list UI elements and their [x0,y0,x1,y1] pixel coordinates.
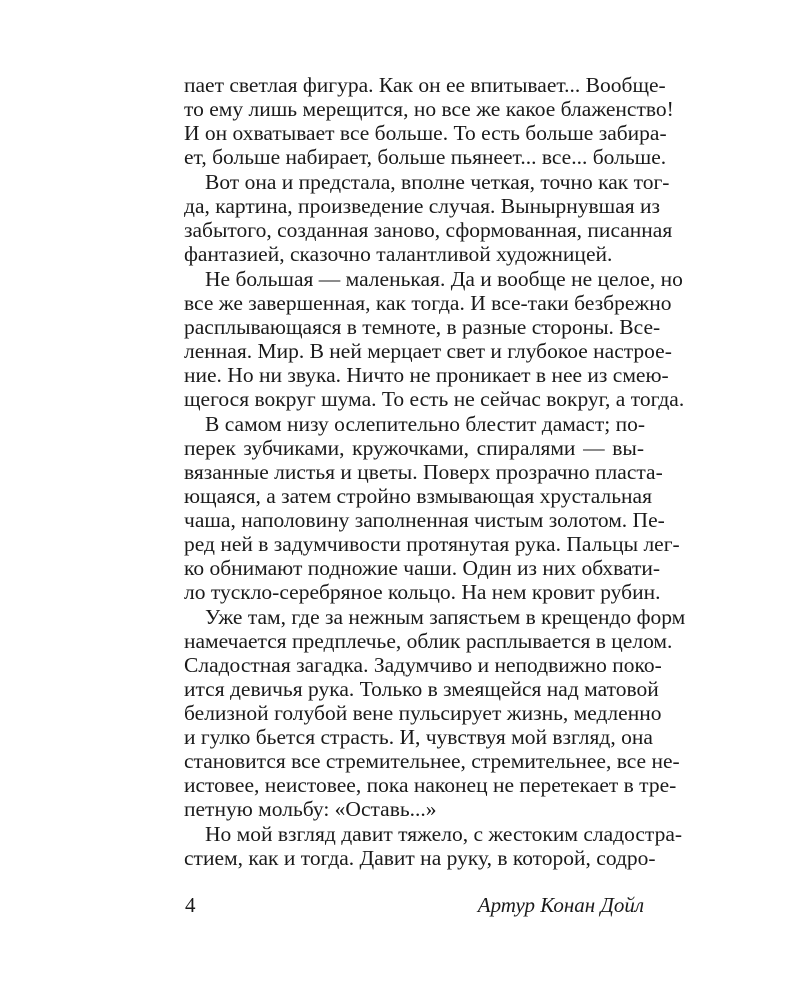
text-line: становится все стремительнее, стремительнее, все не- [184,749,680,773]
text-line: ред ней в задумчивости протянутая рука. Пальцы лег- [184,532,680,556]
text-line: ет, больше набирает, больше пьянеет... все... больше. [184,145,667,169]
text-line: петную мольбу: «Оставь...» [184,797,437,821]
text-line: белизной голубой вене пульсирует жизнь, медленно [184,701,662,725]
text-line: щегося вокруг шума. То есть не сейчас вокруг, а тогда. [184,387,685,411]
text-line: и гулко бьется страсть. И, чувствуя мой взгляд, она [184,725,653,749]
text-line: фантазией, сказочно талантливой художницей. [184,242,613,266]
text-line: Не большая — маленькая. Да и вообще не целое, но [205,267,683,291]
running-footer-author: Артур Конан Дойл [477,893,644,917]
text-line: чаша, наполовину заполненная чистым золотом. Пе- [184,508,665,532]
text-line: перек зубчиками, кружочками, спиралями — вы- [184,436,644,460]
text-line: Но мой взгляд давит тяжело, с жестоким сладостра- [205,822,683,846]
text-line: пает светлая фигура. Как он ее впитывает... Вообще- [184,73,666,97]
text-line: Сладостная загадка. Задумчиво и неподвижно поко- [184,653,662,677]
text-line: вязанные листья и цветы. Поверх прозрачно пласта- [184,460,663,484]
text-line: ко обнимают подножие чаши. Один из них обхвати- [184,556,661,580]
text-line: истовее, неистовее, пока наконец не перетекает в тре- [184,773,677,797]
text-line: Вот она и предстала, вполне четкая, точно как тог- [205,170,670,194]
text-line: И он охватывает все больше. То есть больше забира- [184,121,667,145]
page-number: 4 [185,893,196,917]
text-line: расплывающаяся в темноте, в разные стороны. Все- [184,315,661,339]
text-line: то ему лишь мерещится, но все же какое блаженство! [184,97,674,121]
text-line: Уже там, где за нежным запястьем в крещендо форм [205,605,686,629]
text-line: да, картина, произведение случая. Вынырнувшая из [184,194,661,218]
text-line: забытого, созданная заново, сформованная, писанная [184,218,673,242]
text-line: В самом низу ослепительно блестит дамаст; по- [205,412,645,436]
text-line: все же завершенная, как тогда. И все-таки безбрежно [184,291,672,315]
text-line: намечается предплечье, облик расплывается в целом. [184,629,673,653]
text-line: стием, как и тогда. Давит на руку, в которой, содро- [184,846,656,870]
text-line: ло тускло-серебряное кольцо. На нем кровит рубин. [184,580,661,604]
text-line: ится девичья рука. Только в змеящейся над матовой [184,677,659,701]
text-line: ющаяся, а затем стройно взмывающая хрустальная [184,484,652,508]
text-line: ние. Но ни звука. Ничто не проникает в нее из смею- [184,363,669,387]
text-line: ленная. Мир. В ней мерцает свет и глубокое настрое- [184,339,672,363]
